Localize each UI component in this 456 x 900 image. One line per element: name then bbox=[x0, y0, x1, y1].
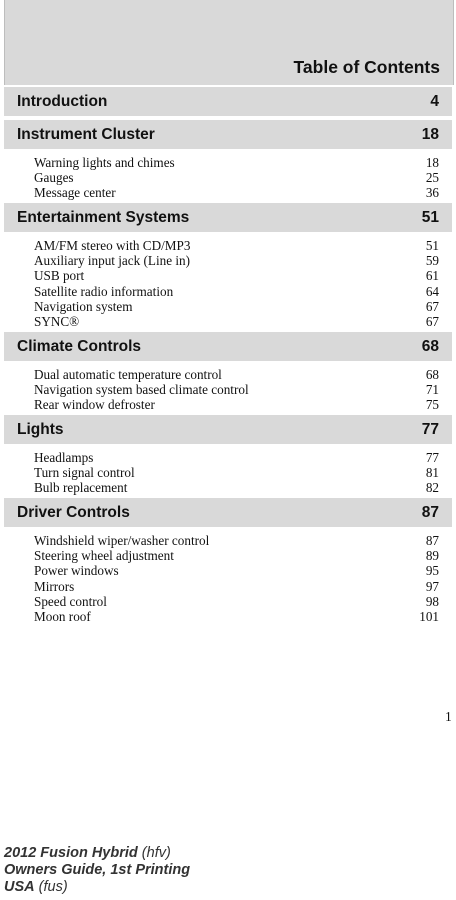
toc-entry[interactable] bbox=[34, 480, 439, 496]
entry-title: Warning lights and chimes bbox=[34, 155, 175, 170]
section-title: Introduction bbox=[17, 93, 108, 110]
toc-entry[interactable] bbox=[34, 579, 439, 595]
entry-title: Mirrors bbox=[34, 579, 75, 594]
entry-title: Turn signal control bbox=[34, 465, 135, 480]
entry-title: Navigation system based climate control bbox=[34, 382, 249, 397]
entry-page: 81 bbox=[425, 465, 439, 480]
entry-title: USB port bbox=[34, 268, 85, 283]
entry-title: Auxiliary input jack (Line in) bbox=[34, 253, 191, 268]
footer-line-1 bbox=[4, 845, 190, 862]
footer-line-2 bbox=[4, 862, 190, 879]
section-page: 77 bbox=[421, 421, 439, 438]
entry-title: Moon roof bbox=[34, 609, 91, 624]
entry-page: 98 bbox=[425, 594, 439, 609]
entry-title: Gauges bbox=[34, 170, 74, 185]
toc-entry[interactable] bbox=[34, 563, 439, 579]
footer-model: 2012 Fusion Hybrid bbox=[4, 845, 138, 861]
toc-entry[interactable] bbox=[34, 533, 439, 549]
toc-entry[interactable] bbox=[34, 314, 439, 330]
entry-title: Steering wheel adjustment bbox=[34, 548, 174, 563]
toc-entry[interactable] bbox=[34, 299, 439, 315]
entry-page: 71 bbox=[425, 382, 439, 397]
toc-entry[interactable] bbox=[34, 284, 439, 300]
toc-entry[interactable] bbox=[34, 397, 439, 413]
section-title: Lights bbox=[17, 421, 64, 438]
entry-title: Satellite radio information bbox=[34, 284, 174, 299]
entry-title: Speed control bbox=[34, 594, 107, 609]
entry-page: 77 bbox=[425, 450, 439, 465]
entry-title: Rear window defroster bbox=[34, 397, 155, 412]
entry-page: 82 bbox=[425, 480, 439, 495]
entry-title: Bulb replacement bbox=[34, 480, 128, 495]
entry-page: 59 bbox=[425, 253, 439, 268]
page-title: Table of Contents bbox=[293, 57, 440, 77]
entry-page: 68 bbox=[425, 367, 439, 382]
toc-entry[interactable] bbox=[34, 382, 439, 398]
toc-entry[interactable] bbox=[34, 155, 439, 171]
section-page: 4 bbox=[430, 93, 439, 110]
entry-page: 61 bbox=[425, 268, 439, 283]
entry-page: 95 bbox=[425, 563, 439, 578]
entry-page: 67 bbox=[425, 299, 439, 314]
entry-title: Message center bbox=[34, 185, 116, 200]
toc-entry[interactable] bbox=[34, 450, 439, 466]
entry-page: 64 bbox=[425, 284, 439, 299]
section-title: Entertainment Systems bbox=[17, 209, 190, 226]
toc-entry[interactable] bbox=[34, 367, 439, 383]
toc-entry[interactable] bbox=[34, 465, 439, 481]
entry-page: 101 bbox=[419, 609, 439, 624]
toc-entry[interactable] bbox=[34, 185, 439, 201]
toc-entry[interactable] bbox=[34, 609, 439, 625]
entry-page: 89 bbox=[425, 548, 439, 563]
toc-header-band bbox=[4, 0, 454, 85]
section-page: 18 bbox=[421, 126, 439, 143]
entry-page: 75 bbox=[425, 397, 439, 412]
footer-edition: Owners Guide, 1st Printing bbox=[4, 862, 191, 878]
footer-printing-info bbox=[4, 845, 190, 896]
entry-title: Dual automatic temperature control bbox=[34, 367, 222, 382]
entry-page: 36 bbox=[425, 185, 439, 200]
entry-page: 18 bbox=[425, 155, 439, 170]
footer-market-code: (fus) bbox=[38, 879, 68, 895]
entry-page: 97 bbox=[425, 579, 439, 594]
entry-page: 87 bbox=[425, 533, 439, 548]
entry-title: SYNC® bbox=[34, 314, 80, 329]
entry-title: Navigation system bbox=[34, 299, 133, 314]
footer-line-3 bbox=[4, 879, 190, 896]
entry-title: Power windows bbox=[34, 563, 119, 578]
footer-market: USA bbox=[4, 879, 35, 895]
section-title: Driver Controls bbox=[17, 504, 130, 521]
entry-title: Headlamps bbox=[34, 450, 94, 465]
toc-section-introduction[interactable] bbox=[4, 87, 452, 116]
toc-section-driver-controls[interactable] bbox=[4, 498, 452, 527]
entry-page: 25 bbox=[425, 170, 439, 185]
entry-title: AM/FM stereo with CD/MP3 bbox=[34, 238, 191, 253]
section-title: Climate Controls bbox=[17, 338, 142, 355]
toc-entry[interactable] bbox=[34, 548, 439, 564]
section-page: 87 bbox=[421, 504, 439, 521]
toc-section-lights[interactable] bbox=[4, 415, 452, 444]
toc-section-entertainment-systems[interactable] bbox=[4, 203, 452, 232]
section-page: 68 bbox=[421, 338, 439, 355]
entry-page: 67 bbox=[425, 314, 439, 329]
entry-title: Windshield wiper/washer control bbox=[34, 533, 210, 548]
section-page: 51 bbox=[421, 209, 439, 226]
footer-model-code: (hfv) bbox=[141, 845, 171, 861]
toc-section-climate-controls[interactable] bbox=[4, 332, 452, 361]
section-title: Instrument Cluster bbox=[17, 126, 155, 143]
toc-entry[interactable] bbox=[34, 268, 439, 284]
toc-section-instrument-cluster[interactable] bbox=[4, 120, 452, 149]
toc-entry[interactable] bbox=[34, 594, 439, 610]
toc-entry[interactable] bbox=[34, 253, 439, 269]
entry-page: 51 bbox=[425, 238, 439, 253]
toc-entry[interactable] bbox=[34, 238, 439, 254]
toc-entry[interactable] bbox=[34, 170, 439, 186]
page-number: 1 bbox=[445, 709, 452, 724]
